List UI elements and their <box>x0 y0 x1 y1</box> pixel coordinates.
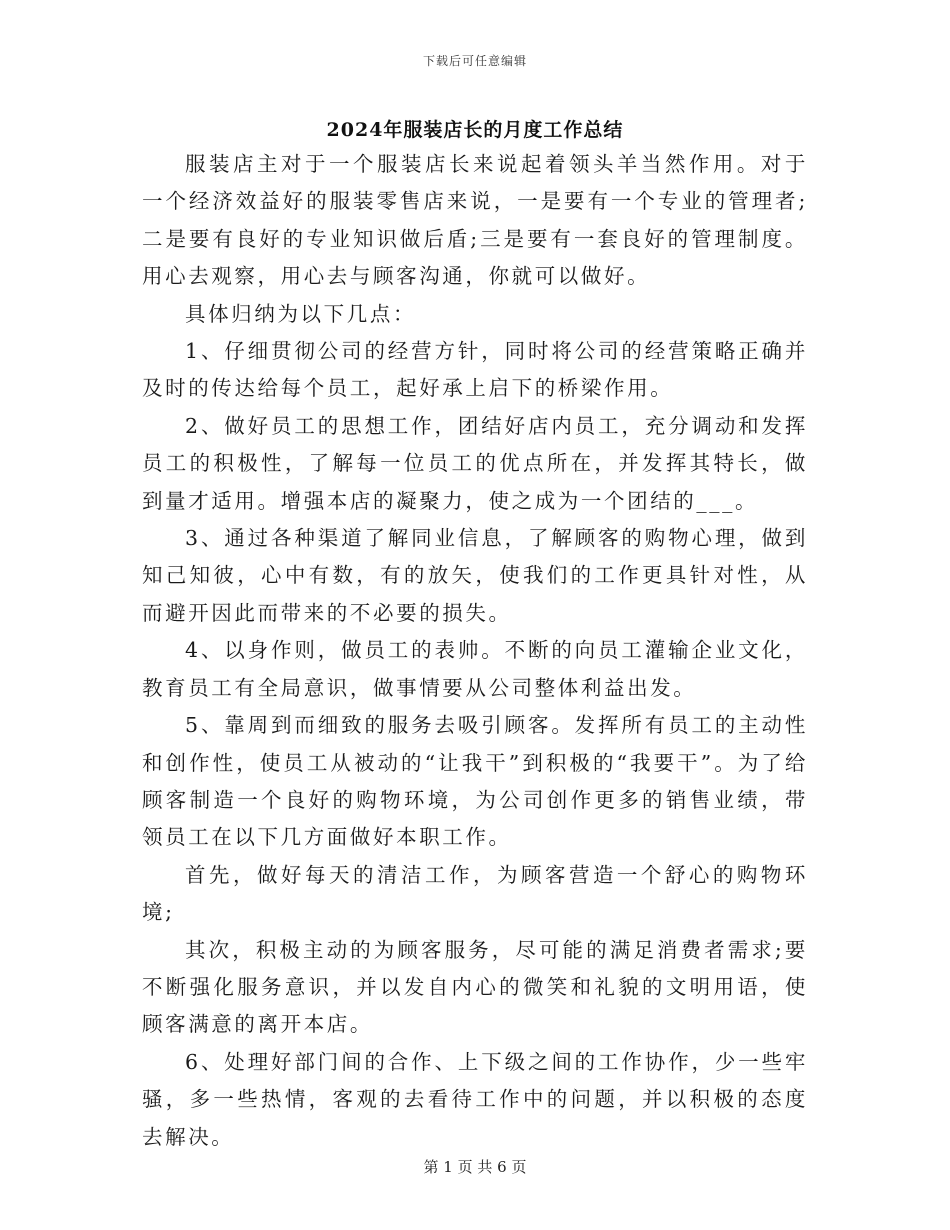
document-body <box>142 146 808 1156</box>
paragraph-point-4: 4、以身作则，做员工的表帅。不断的向员工灌输企业文化，教育员工有全局意识，做事情要从公司整体利益出发。 <box>142 638 808 700</box>
paragraph-point-5: 5、靠周到而细致的服务去吸引顾客。发挥所有员工的主动性和创作性，使员工从被动的“让我干”到积极的“我要干”。为了给顾客制造一个良好的购物环境，为公司创作更多的销售业绩，带领员工在以下几方面做好本职工作。 <box>142 713 808 850</box>
header-note: 下载后可任意编辑 <box>422 54 527 68</box>
paragraph-second: 其次，积极主动的为顾客服务，尽可能的满足消费者需求;要不断强化服务意识，并以发自内心的微笑和礼貌的文明用语，使顾客满意的离开本店。 <box>142 937 808 1037</box>
document-title: 2024年服装店长的月度工作总结 <box>326 119 624 141</box>
paragraph-first: 首先，做好每天的清洁工作，为顾客营造一个舒心的购物环境; <box>142 862 808 925</box>
paragraph-point-2: 2、做好员工的思想工作，团结好店内员工，充分调动和发挥员工的积极性，了解每一位员工的优点所在，并发挥其特长，做到量才适用。增强本店的凝聚力，使之成为一个团结的___。 <box>142 413 808 513</box>
paragraph-intro: 服装店主对于一个服装店长来说起着领头羊当然作用。对于一个经济效益好的服装零售店来说，一是要有一个专业的管理者;二是要有良好的专业知识做后盾;三是要有一套良好的管理制度。用心去观察，用心去与顾客沟通，你就可以做好。 <box>142 152 808 289</box>
paragraph-point-1: 1、仔细贯彻公司的经营方针，同时将公司的经营策略正确并及时的传达给每个员工，起好承上启下的桥梁作用。 <box>142 339 808 401</box>
page-number-footer: 第 1 页 共 6 页 <box>423 1158 527 1176</box>
paragraph-summary-lead: 具体归纳为以下几点： <box>185 301 417 326</box>
paragraph-point-6: 6、处理好部门间的合作、上下级之间的工作协作，少一些牢骚，多一些热情，客观的去看待工作中的问题，并以积极的态度去解决。 <box>142 1049 808 1149</box>
paragraph-point-3: 3、通过各种渠道了解同业信息，了解顾客的购物心理，做到知己知彼，心中有数，有的放矢，使我们的工作更具针对性，从而避开因此而带来的不必要的损失。 <box>142 526 808 625</box>
